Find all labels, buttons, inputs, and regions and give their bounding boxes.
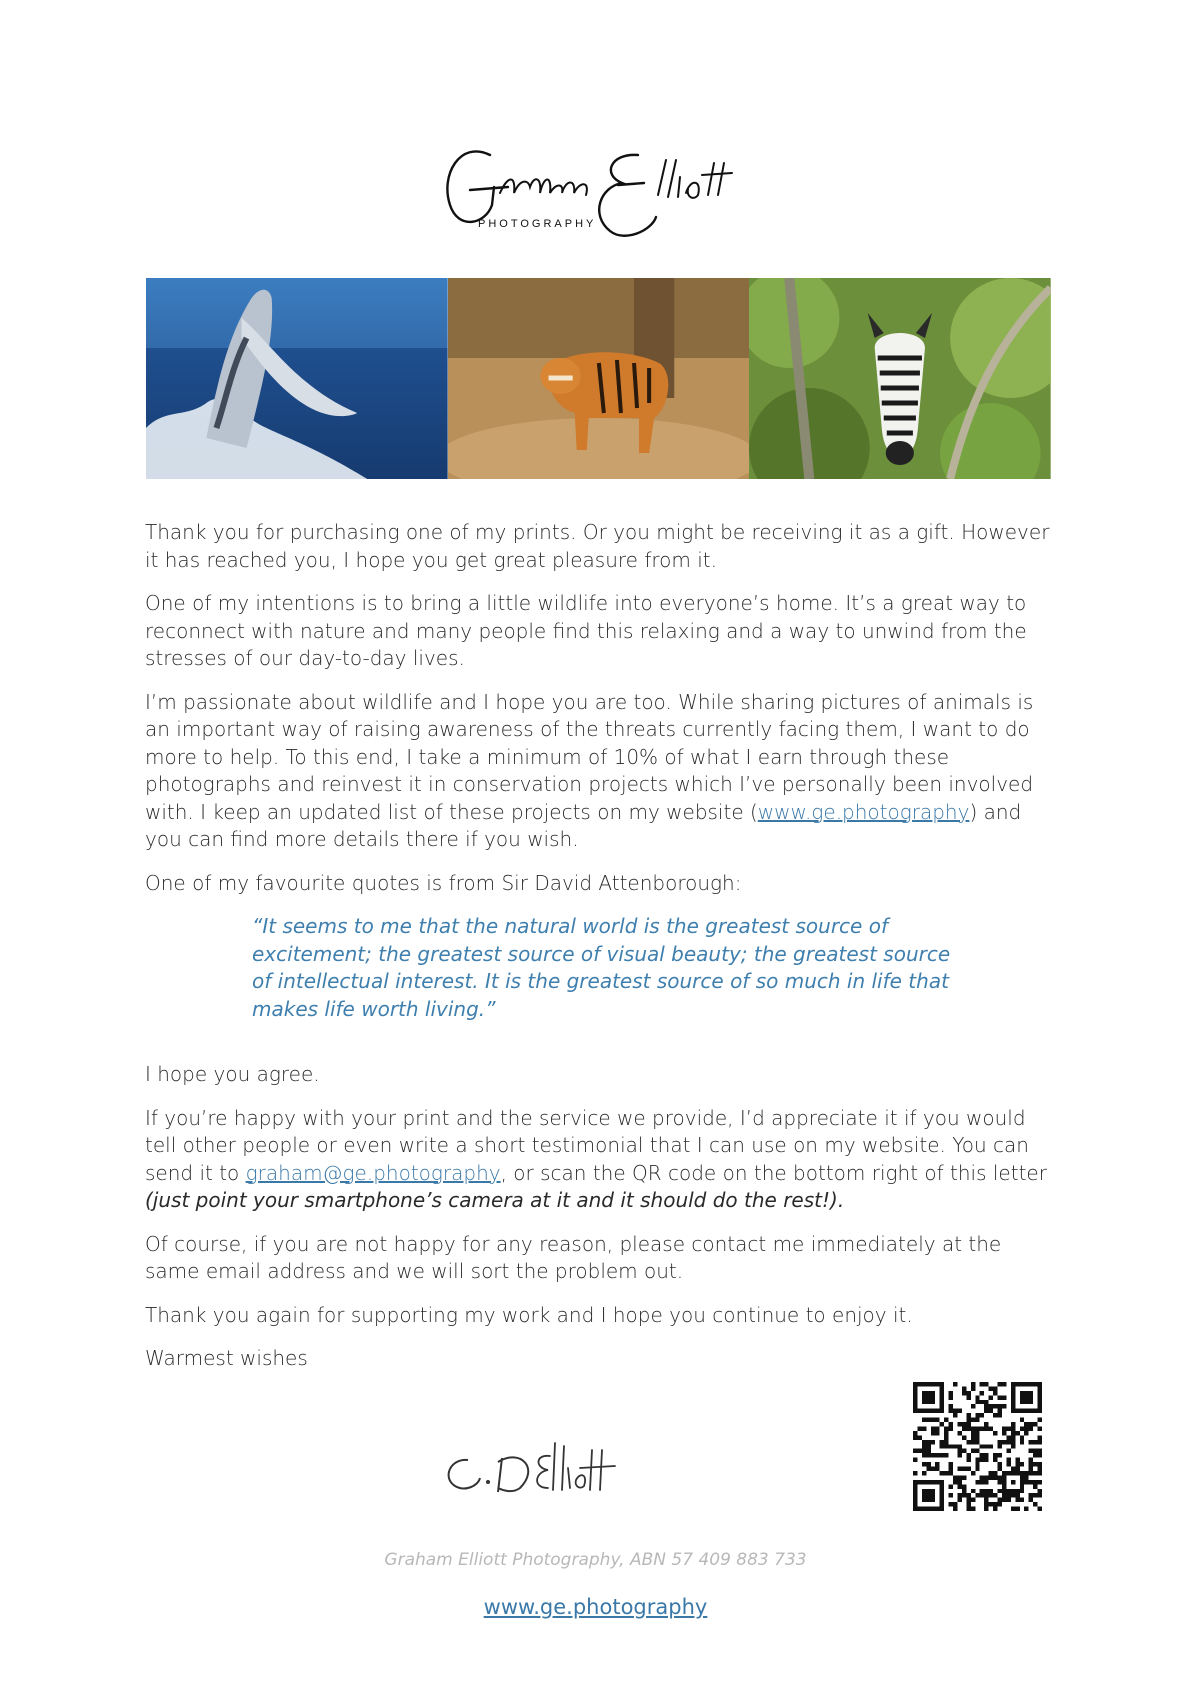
footer-website-link[interactable]: www.ge.photography — [483, 1595, 708, 1619]
website-link[interactable]: www.ge.photography — [757, 799, 970, 824]
paragraph-thanks: Thank you for purchasing one of my prints. Or you might be receiving it as a gift. However it has reached you, I hope you get great pleasure from it. — [145, 520, 1050, 572]
paragraph-testimonial-italic: (just point your smartphone’s camera at it and it should do the rest!). — [145, 1188, 845, 1212]
paragraph-conservation — [145, 689, 1055, 854]
paragraph-conservation-text: I’m passionate about wildlife and I hope you are too. While sharing pictures of animals is an important way of raising awareness of the threats currently facing them, I want to do more to help. To this end, I take a minimum of 10% of what I earn through these photographs and reinvest it in conservation projects which I’ve personally been involved with. I keep an updated list of these projects on my website ( — [145, 689, 1034, 824]
email-link[interactable]: graham@ge.photography — [245, 1160, 501, 1185]
paragraph-thanks-again: Thank you again for supporting my work and I hope you continue to enjoy it. — [145, 1302, 913, 1327]
attenborough-quote: “It seems to me that the natural world is the greatest source of excitement; the greatest source of visual beauty; the greatest source of intellectual interest. It is the greatest source of so much in life that makes life worth living.” — [252, 914, 951, 1021]
paragraph-testimonial-middle: , or scan the QR code on the bottom right of this letter — [500, 1160, 1047, 1185]
letter-body — [145, 519, 1055, 1389]
whale-photo — [146, 278, 448, 479]
paragraph-testimonial-text: If you’re happy with your print and the service we provide, I’d appreciate it if you would tell other people or even write a short testimonial that I can use on my website. You can send it to — [145, 1105, 1029, 1185]
paragraph-agree: I hope you agree. — [145, 1062, 320, 1086]
sign-off: Warmest wishes — [145, 1346, 308, 1370]
paragraph-intentions: One of my intentions is to bring a little wildlife into everyone’s home. It’s a great way to reconnect with nature and many people find this relaxing and a way to unwind from the stresses of our day-to-day lives. — [145, 591, 1027, 670]
paragraph-contact: Of course, if you are not happy for any reason, please contact me immediately at the same email address and we will sort the problem out. — [145, 1231, 1002, 1283]
paragraph-testimonial — [145, 1105, 1055, 1215]
paragraph-quote-intro: One of my favourite quotes is from Sir David Attenborough: — [145, 870, 742, 895]
footer-abn: Graham Elliott Photography, ABN 57 409 883 733 — [384, 1550, 807, 1570]
photo-strip — [146, 278, 1051, 479]
footer-website — [0, 1595, 1191, 1619]
qr-code[interactable] — [913, 1382, 1042, 1511]
handwritten-signature — [440, 1438, 630, 1500]
paragraph-conservation-text-end: ) and you can find more details there if you wish. — [145, 799, 1022, 851]
graham-elliott-photography-logo — [430, 135, 760, 250]
tiger-photo — [448, 278, 750, 479]
logo-tagline: PHOTOGRAPHY — [478, 218, 597, 230]
zebra-photo — [749, 278, 1051, 479]
